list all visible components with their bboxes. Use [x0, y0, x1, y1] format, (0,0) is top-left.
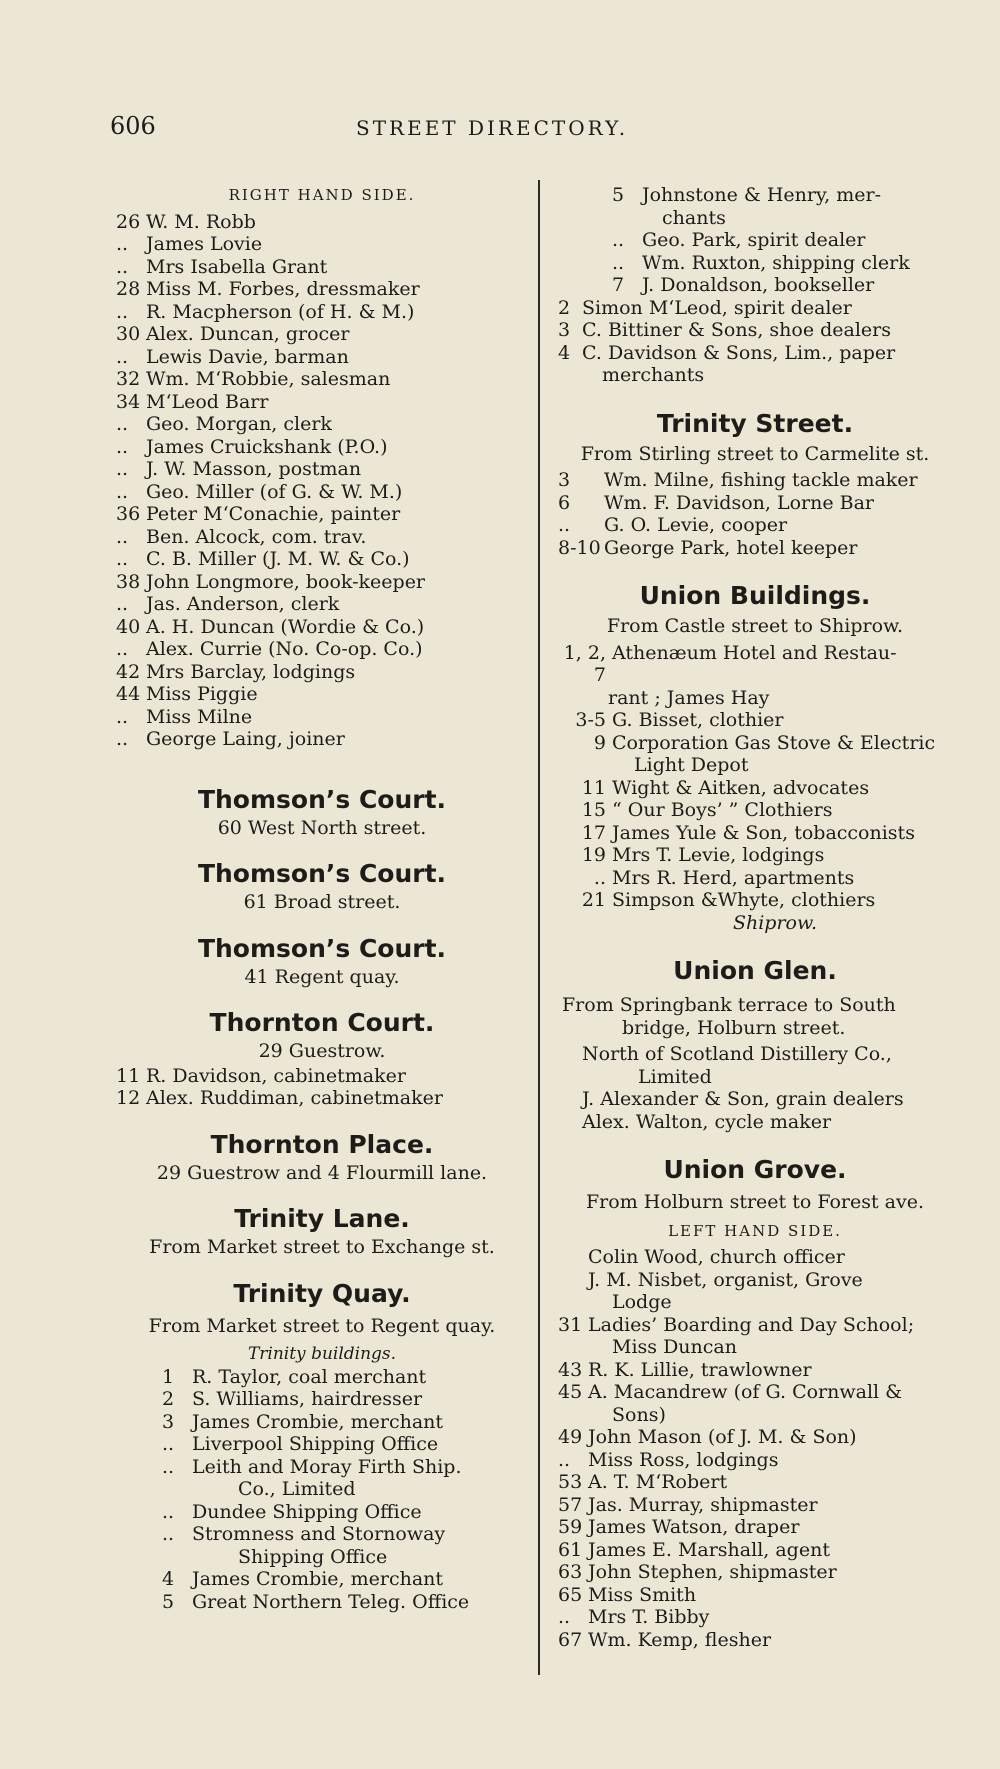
list-item	[558, 1584, 962, 1607]
entry-number: ..	[116, 255, 129, 278]
entry-text: Miss Ross, lodgings	[588, 1448, 779, 1471]
entry-number: 3	[558, 319, 571, 341]
list-item	[558, 1471, 962, 1494]
street-heading: Thomson’s Court.	[197, 784, 447, 814]
list-item: J. Alexander & Son, grain dealers	[582, 1088, 904, 1110]
running-title: STREET DIRECTORY.	[356, 116, 629, 140]
entry-text: James Crombie, merchant	[192, 1568, 444, 1590]
entry-number: 4	[162, 1568, 175, 1590]
list-item	[116, 413, 528, 436]
list-item	[116, 706, 528, 729]
list-item	[548, 777, 962, 800]
entry-text: Stromness and Stornoway	[192, 1523, 446, 1545]
entry-number: 59	[558, 1516, 583, 1538]
entry-text: George Park, hotel keeper	[604, 536, 858, 559]
list-item	[558, 342, 962, 365]
entry-number: 49	[558, 1426, 583, 1448]
list-item	[548, 642, 962, 687]
entry-text: W. M. Robb	[146, 210, 256, 233]
entry-text: Mrs T. Bibby	[588, 1606, 710, 1628]
entry-number: ..	[116, 458, 129, 480]
entry-continuation: merchants	[602, 364, 705, 386]
entry-number: 44	[116, 683, 141, 705]
page-number: 606	[110, 112, 156, 140]
union-glen-list	[548, 1043, 962, 1133]
list-item	[162, 1591, 528, 1614]
union-buildings-list	[548, 642, 962, 935]
entry-continuation: rant ; James Hay	[608, 686, 770, 709]
entry-number: 7	[612, 274, 625, 296]
entry-text: Wight & Aitken, advocates	[612, 776, 870, 799]
right-column	[548, 184, 962, 1651]
entry-text: Miss Smith	[588, 1583, 697, 1606]
entry-text: Wm. F. Davidson, Lorne Bar	[604, 491, 874, 514]
entry-number: 17	[581, 821, 606, 844]
entry-number: ..	[558, 514, 571, 536]
entry-text: R. Davidson, cabinetmaker	[146, 1064, 406, 1087]
column-divider	[538, 180, 540, 1675]
entry-continuation: Shipping Office	[238, 1545, 388, 1568]
entry-text: Alex. Duncan, grocer	[146, 323, 350, 345]
entry-number: 8-10	[558, 536, 601, 559]
entry-number: 9	[593, 731, 606, 754]
entry-number: ..	[116, 548, 129, 570]
list-item	[116, 593, 528, 616]
entry-text: J. M. Nisbet, organist, Grove	[588, 1268, 863, 1291]
entry-continuation: Co., Limited	[238, 1478, 356, 1500]
list-item	[116, 526, 528, 549]
entry-number: ..	[162, 1523, 175, 1545]
entry-text: Colin Wood, church officer	[588, 1246, 845, 1268]
list-item	[162, 1388, 528, 1411]
list-item	[548, 709, 962, 732]
list-item	[558, 1381, 962, 1404]
list-item	[548, 867, 962, 890]
street-location: 61 Broad street.	[243, 891, 401, 913]
entry-text: J. W. Masson, postman	[146, 458, 362, 480]
entry-number: ..	[116, 593, 129, 615]
list-item	[558, 319, 962, 342]
entry-text: R. Taylor, coal merchant	[192, 1365, 427, 1388]
page-header	[110, 112, 675, 152]
right-hand-side-list	[116, 211, 528, 751]
list-item	[162, 1411, 528, 1434]
entry-text: C. B. Miller (J. M. W. & Co.)	[146, 548, 410, 570]
entry-number: ..	[116, 345, 129, 368]
list-item	[116, 301, 528, 324]
entry-number: 67	[558, 1628, 583, 1651]
entry-number: 31	[558, 1313, 583, 1336]
list-item	[116, 233, 528, 256]
entry-continuation: Sons)	[612, 1403, 666, 1426]
street-reference: Shiprow.	[732, 911, 818, 934]
entry-number: 40	[116, 615, 141, 638]
list-item	[612, 229, 962, 252]
list-item	[116, 368, 528, 391]
continued-list-2	[548, 297, 962, 387]
entry-text: R. Macpherson (of H. & M.)	[146, 300, 415, 323]
entry-number: 19	[581, 844, 606, 866]
left-column	[116, 184, 528, 1613]
entry-text: Geo. Morgan, clerk	[146, 413, 332, 435]
list-item	[116, 548, 528, 571]
entry-text: Athenæum Hotel and Restau-	[612, 641, 897, 664]
entry-number: 1	[162, 1365, 175, 1388]
entry-text: James Lovie	[146, 233, 263, 255]
entry-text: Alex. Ruddiman, cabinetmaker	[146, 1087, 443, 1109]
entry-text: Jas. Murray, shipmaster	[588, 1493, 818, 1516]
list-item: North of Scotland Distillery Co.,	[582, 1043, 892, 1065]
entry-number: 11	[116, 1064, 141, 1087]
street-location: From Stirling street to Carmelite st.	[580, 442, 930, 465]
street-heading: Union Glen.	[673, 956, 837, 985]
street-location: From Market street to Exchange st.	[149, 1236, 495, 1258]
thornton-court-list	[116, 1065, 528, 1110]
entry-text: Simpson &Whyte, clothiers	[612, 889, 876, 911]
entry-text: Wm. Milne, fishing tackle maker	[604, 469, 918, 491]
list-item	[116, 683, 528, 706]
entry-number: 42	[116, 660, 141, 683]
street-location: From Castle street to Shiprow.	[606, 615, 904, 637]
list-item	[548, 889, 962, 912]
street-heading: Thornton Court.	[209, 1008, 435, 1037]
entry-number: 32	[116, 368, 141, 390]
street-heading: Trinity Street.	[656, 408, 854, 438]
list-item	[548, 822, 962, 845]
entry-number: ..	[116, 728, 129, 750]
entry-number: ..	[558, 1606, 571, 1628]
entry-text: Great Northern Teleg. Office	[192, 1590, 470, 1613]
list-item	[548, 844, 962, 867]
list-item: Alex. Walton, cycle maker	[582, 1110, 832, 1133]
list-item	[558, 1494, 962, 1517]
list-item	[116, 436, 528, 459]
entry-number: ..	[558, 1448, 571, 1471]
list-item	[116, 346, 528, 369]
entry-number: ..	[116, 413, 129, 435]
entry-text: M‘Leod Barr	[146, 390, 269, 413]
entry-number: 12	[116, 1087, 141, 1109]
list-item	[116, 481, 528, 504]
right-hand-side-heading: RIGHT HAND SIDE.	[228, 186, 416, 204]
entry-text: Dundee Shipping Office	[192, 1500, 422, 1523]
street-location: 29 Guestrow.	[258, 1040, 386, 1062]
list-item	[558, 1314, 962, 1337]
list-item	[116, 728, 528, 751]
entry-continuation: Lodge	[612, 1291, 672, 1313]
list-item	[116, 571, 528, 594]
entry-text: Miss M. Forbes, dressmaker	[146, 278, 420, 300]
entry-number: 3	[162, 1410, 175, 1433]
entry-text: Mrs R. Herd, apartments	[612, 866, 855, 889]
entry-text: George Laing, joiner	[146, 728, 345, 750]
entry-text: Liverpool Shipping Office	[192, 1433, 439, 1455]
entry-text: Miss Milne	[146, 705, 253, 728]
entry-number: 15	[581, 799, 606, 821]
entry-number: ..	[116, 705, 129, 728]
list-item	[558, 1539, 962, 1562]
list-item	[548, 799, 962, 822]
entry-text: Johnstone & Henry, mer-	[642, 184, 882, 206]
list-item	[116, 323, 528, 346]
entry-number: 5	[162, 1590, 175, 1613]
entry-number: ..	[593, 866, 606, 889]
entry-number: ..	[116, 480, 129, 503]
list-item	[116, 458, 528, 481]
entry-text: Simon M‘Leod, spirit dealer	[582, 296, 852, 319]
list-item	[116, 1087, 528, 1110]
list-item	[612, 274, 962, 297]
entry-number: 1, 2, 7	[563, 641, 606, 686]
entry-text: James Crombie, merchant	[192, 1410, 444, 1433]
entry-text: Mrs Isabella Grant	[146, 255, 328, 278]
entry-text: John Stephen, shipmaster	[588, 1561, 837, 1583]
list-item	[162, 1366, 528, 1389]
entry-text: James Yule & Son, tobacconists	[612, 821, 915, 844]
entry-continuation: Light Depot	[634, 754, 749, 776]
entry-number: 5	[612, 184, 625, 206]
list-item	[548, 732, 962, 755]
list-item	[116, 391, 528, 414]
entry-text: Wm. M‘Robbie, salesman	[146, 368, 391, 390]
continued-list	[548, 184, 962, 297]
entry-number: ..	[116, 638, 129, 660]
trinity-street-list	[548, 469, 962, 559]
entry-text: “ Our Boys’ ” Clothiers	[612, 799, 833, 821]
entry-number: 3-5	[575, 709, 606, 731]
entry-text: R. K. Lillie, trawlowner	[588, 1358, 812, 1381]
street-heading: Trinity Quay.	[233, 1278, 411, 1308]
entry-number: 36	[116, 503, 141, 525]
street-heading: Thomson’s Court.	[197, 859, 447, 888]
list-item	[612, 184, 962, 207]
entry-number: ..	[116, 525, 129, 548]
list-item	[162, 1501, 528, 1524]
entry-text: Lewis Davie, barman	[146, 345, 349, 368]
entry-text: Corporation Gas Stove & Electric	[612, 731, 936, 754]
entry-text: James Cruickshank (P.O.)	[146, 435, 388, 458]
list-item	[162, 1433, 528, 1456]
building-name: Trinity buildings.	[247, 1344, 397, 1364]
entry-text: James Watson, draper	[588, 1516, 800, 1538]
entry-number: 38	[116, 570, 141, 593]
entry-number: ..	[162, 1433, 175, 1455]
entry-number: 65	[558, 1583, 583, 1606]
entry-text: C. Bittiner & Sons, shoe dealers	[582, 319, 892, 341]
list-item	[116, 278, 528, 301]
list-item	[558, 1269, 962, 1292]
entry-number: 21	[581, 889, 606, 911]
entry-text: S. Williams, hairdresser	[192, 1388, 423, 1410]
list-item	[558, 1516, 962, 1539]
entry-number: ..	[162, 1455, 175, 1478]
list-item	[116, 616, 528, 639]
union-grove-list	[548, 1246, 962, 1651]
street-heading: Trinity Lane.	[234, 1204, 410, 1233]
list-item	[162, 1568, 528, 1591]
entry-text: Miss Piggie	[146, 683, 258, 705]
list-item	[558, 1359, 962, 1382]
list-item	[162, 1456, 528, 1479]
entry-number: 53	[558, 1471, 583, 1493]
entry-text: Peter M‘Conachie, painter	[146, 503, 401, 525]
list-item	[116, 256, 528, 279]
entry-number: ..	[116, 435, 129, 458]
entry-number: 43	[558, 1358, 583, 1381]
list-item	[558, 1426, 962, 1449]
street-location: 60 West North street.	[217, 816, 427, 839]
entry-number: 6	[558, 491, 571, 514]
street-location: 41 Regent quay.	[244, 965, 400, 988]
list-item	[558, 469, 962, 492]
entry-number	[558, 1246, 588, 1269]
entry-continuation: Limited	[638, 1065, 712, 1088]
street-heading: Thomson’s Court.	[197, 933, 447, 963]
list-item	[116, 503, 528, 526]
entry-number: 57	[558, 1493, 583, 1516]
list-item	[558, 1606, 962, 1629]
entry-number: ..	[162, 1500, 175, 1523]
entry-text: Alex. Currie (No. Co-op. Co.)	[146, 638, 423, 660]
entry-number: 2	[558, 296, 571, 319]
entry-number: 4	[558, 341, 571, 364]
entry-text: A. T. M‘Robert	[588, 1471, 728, 1493]
entry-number: 28	[116, 278, 141, 300]
entry-text: Ladies’ Boarding and Day School;	[588, 1313, 915, 1336]
list-item	[558, 1246, 962, 1269]
list-item	[558, 537, 962, 560]
entry-text: John Mason (of J. M. & Son)	[588, 1426, 857, 1448]
street-location: From Market street to Regent quay.	[148, 1314, 496, 1337]
entry-number	[558, 1269, 588, 1292]
list-item	[116, 661, 528, 684]
entry-text: Geo. Park, spirit dealer	[642, 229, 866, 251]
entry-number: ..	[116, 300, 129, 323]
left-hand-side-heading: LEFT HAND SIDE.	[668, 1221, 842, 1240]
entry-number: 34	[116, 390, 141, 413]
entry-number: ..	[612, 229, 625, 251]
entry-text: A. H. Duncan (Wordie & Co.)	[146, 615, 425, 638]
entry-text: Wm. Kemp, flesher	[588, 1628, 772, 1651]
entry-text: J. Donaldson, bookseller	[642, 274, 875, 296]
entry-text: C. Davidson & Sons, Lim., paper	[582, 341, 896, 364]
entry-number: 61	[558, 1538, 583, 1561]
entry-text: A. Macandrew (of G. Cornwall &	[588, 1381, 903, 1403]
entry-continuation: chants	[662, 206, 726, 229]
entry-number: 2	[162, 1388, 175, 1410]
entry-number: ..	[612, 251, 625, 274]
list-item	[116, 211, 528, 234]
entry-number: 26	[116, 210, 141, 233]
list-item	[558, 492, 962, 515]
trinity-quay-list	[116, 1366, 528, 1614]
entry-text: Wm. Ruxton, shipping clerk	[642, 251, 910, 274]
entry-number: 63	[558, 1561, 583, 1583]
list-item	[162, 1523, 528, 1546]
entry-text: Mrs Barclay, lodgings	[146, 660, 356, 683]
entry-text: Geo. Miller (of G. & W. M.)	[146, 480, 403, 503]
entry-text: Jas. Anderson, clerk	[146, 593, 340, 615]
street-location-continued: bridge, Holburn street.	[622, 1016, 846, 1039]
entry-number: ..	[116, 233, 129, 255]
list-item	[558, 1449, 962, 1472]
entry-number: 45	[558, 1381, 583, 1403]
list-item	[116, 638, 528, 661]
list-item	[558, 1561, 962, 1584]
street-location: 29 Guestrow and 4 Flourmill lane.	[156, 1161, 488, 1184]
list-item	[558, 514, 962, 537]
list-item	[116, 1065, 528, 1088]
list-item	[558, 1629, 962, 1652]
entry-text: James E. Marshall, agent	[588, 1538, 830, 1561]
list-item	[612, 252, 962, 275]
street-heading: Union Grove.	[663, 1155, 847, 1184]
street-location: From Springbank terrace to South	[562, 994, 896, 1016]
street-heading: Union Buildings.	[639, 581, 871, 610]
entry-text: John Longmore, book-keeper	[146, 570, 426, 593]
street-location: From Holburn street to Forest ave.	[585, 1191, 925, 1213]
entry-number: 3	[558, 469, 571, 491]
list-item	[558, 297, 962, 320]
street-heading: Thornton Place.	[210, 1129, 434, 1159]
entry-number: 30	[116, 323, 141, 345]
entry-text: G. O. Levie, cooper	[604, 514, 788, 536]
entry-text: Mrs T. Levie, lodgings	[612, 844, 825, 866]
entry-number: 11	[581, 776, 606, 799]
entry-text: Ben. Alcock, com. trav.	[146, 525, 367, 548]
entry-text: Leith and Moray Firth Ship.	[192, 1455, 462, 1478]
entry-text: G. Bisset, clothier	[612, 709, 784, 731]
entry-continuation: Miss Duncan	[612, 1336, 737, 1358]
